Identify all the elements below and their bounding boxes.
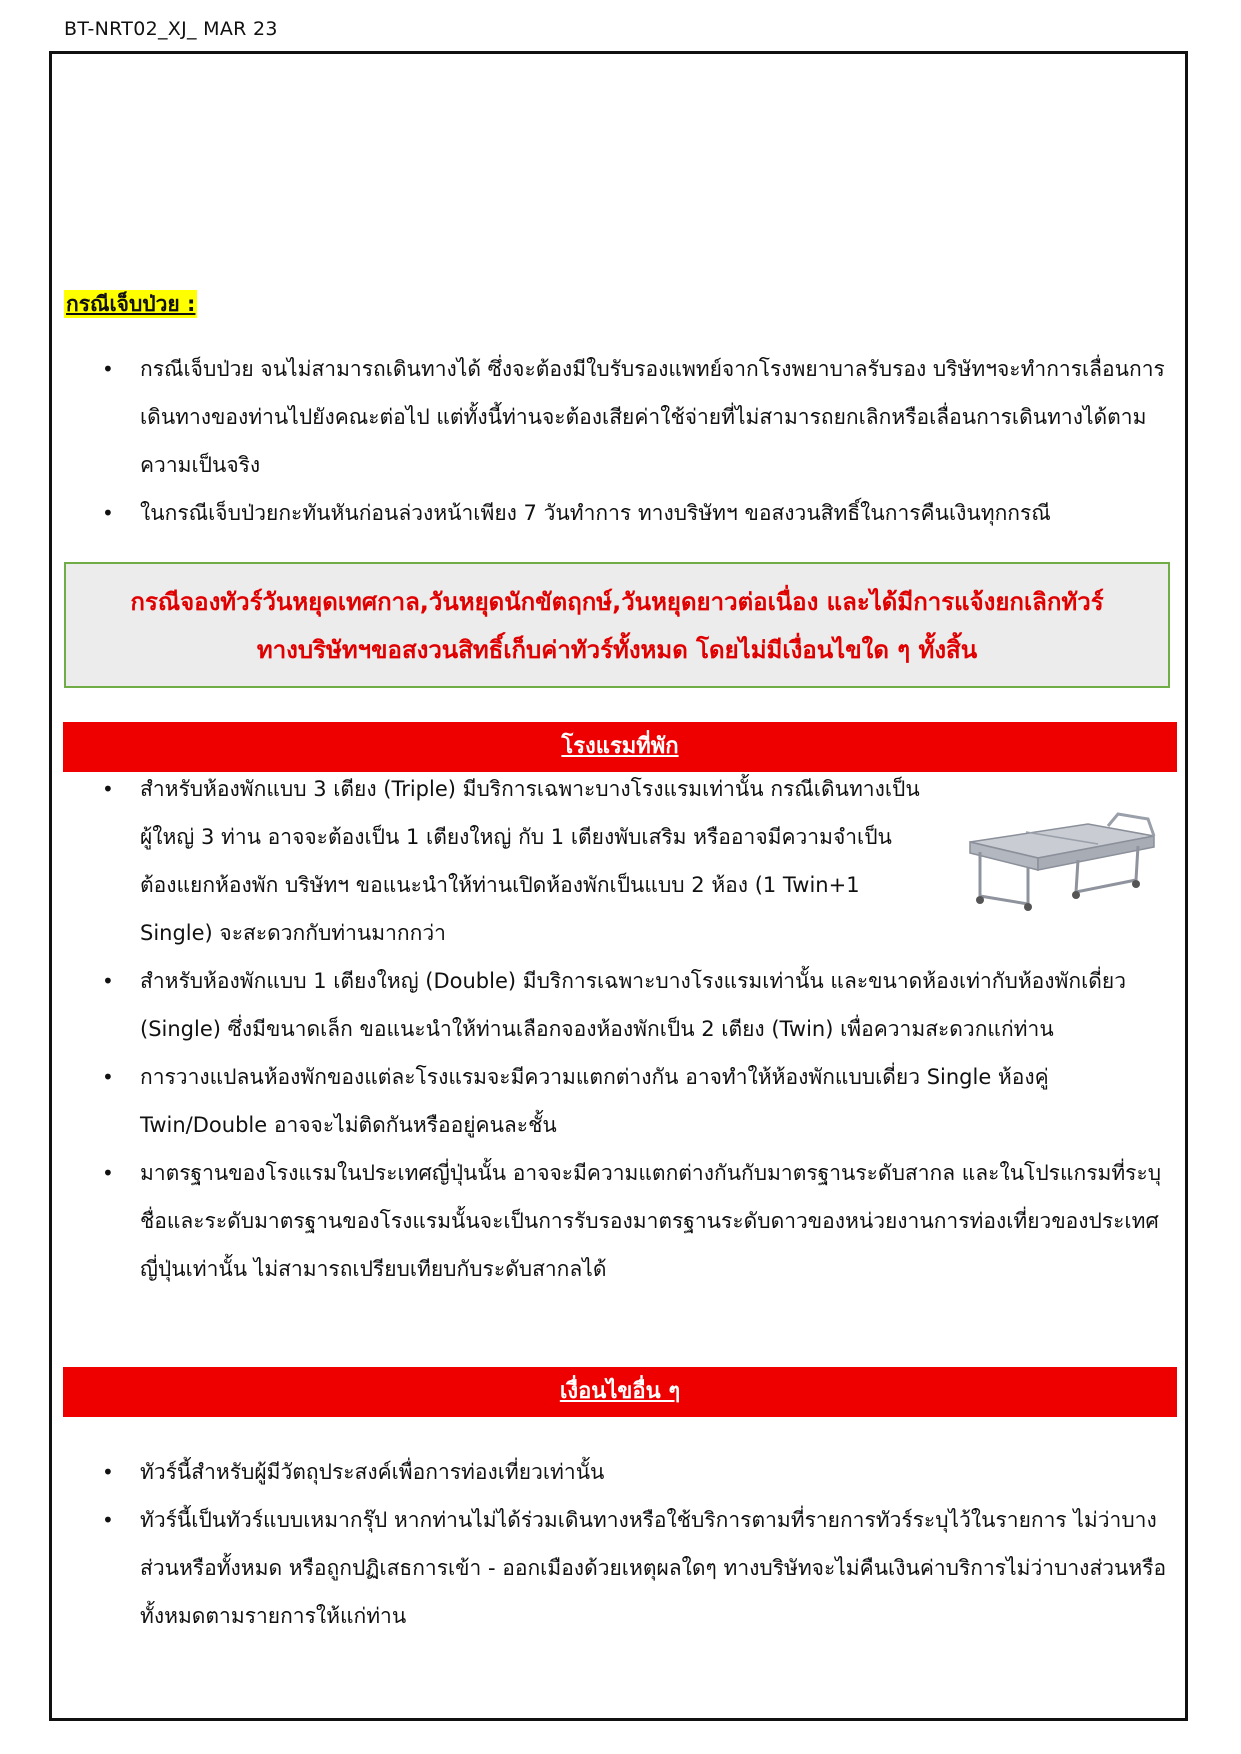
list-item: • สำหรับห้องพักแบบ 3 เตียง (Triple) มีบริการเฉพาะบางโรงแรมเท่านั้น กรณีเดินทางเป็นผู้ใหญ่ 3 ท่าน อาจจะต้องเป็น 1 เตียงใหญ่ กับ 1 เตียงพับเสริม หรืออาจมีความจำเป็นต้องแยกห้องพัก บริษัทฯ ขอแนะนำให้ท่านเปิดห้องพักเป็นแบบ 2 ห้อง (1 Twin+1 Single) จะสะดวกกับท่านมากกว่า (140, 765, 925, 957)
notice-line-1: กรณีจองทัวร์วันหยุดเทศกาล,วันหยุดนักขัตฤกษ์,วันหยุดยาวต่อเนื่อง และได้มีการแจ้งยกเลิกทัวร์ (130, 588, 1104, 616)
list-item: • การวางแปลนห้องพักของแต่ละโรงแรมจะมีความแตกต่างกัน อาจทำให้ห้องพักแบบเดี่ยว Single ห้องคู่ Twin/Double อาจจะไม่ติดกันหรืออยู่คนละชั้น (140, 1053, 1170, 1149)
other-section-title: เงื่อนไขอื่น ๆ (559, 1379, 681, 1404)
list-item: • ทัวร์นี้เป็นทัวร์แบบเหมากรุ๊ป หากท่านไม่ได้ร่วมเดินทางหรือใช้บริการตามที่รายการทัวร์ระบุไว้ในรายการ ไม่ว่าบางส่วนหรือทั้งหมด หรือถูกปฏิเสธการเข้า - ออกเมืองด้วยเหตุผลใดๆ ทางบริษัทจะไม่คืนเงินค่าบริการไม่ว่าบางส่วนหรือทั้งหมดตามรายการให้แก่ท่าน (140, 1496, 1170, 1640)
other-list (140, 1448, 1170, 1640)
list-item: • สำหรับห้องพักแบบ 1 เตียงใหญ่ (Double) มีบริการเฉพาะบางโรงแรมเท่านั้น และขนาดห้องเท่ากับห้องพักเดี่ยว (Single) ซึ่งมีขนาดเล็ก ขอแนะนำให้ท่านเลือกจองห้องพักเป็น 2 เตียง (Twin) เพื่อความสะดวกแก่ท่าน (140, 957, 1170, 1053)
list-item: • มาตรฐานของโรงแรมในประเทศญี่ปุ่นนั้น อาจจะมีความแตกต่างกันกับมาตรฐานระดับสากล และในโปรแกรมที่ระบุชื่อและระดับมาตรฐานของโรงแรมนั้นจะเป็นการรับรองมาตรฐานระดับดาวของหน่วยงานการท่องเที่ยวของประเทศญี่ปุ่นเท่านั้น ไม่สามารถเปรียบเทียบกับระดับสากลได้ (140, 1149, 1170, 1293)
list-item: • ในกรณีเจ็บป่วยกะทันหันก่อนล่วงหน้าเพียง 7 วันทำการ ทางบริษัทฯ ขอสงวนสิทธิ์ในการคืนเงินทุกกรณี (140, 489, 1170, 537)
bed-frame (970, 814, 1154, 911)
notice-line-2: ทางบริษัทฯขอสงวนสิทธิ์เก็บค่าทัวร์ทั้งหมด โดยไม่มีเงื่อนไขใด ๆ ทั้งสิ้น (256, 636, 978, 664)
illness-list (140, 345, 1170, 537)
document-code: BT-NRT02_XJ_ MAR 23 (64, 18, 278, 40)
list-item: • กรณีเจ็บป่วย จนไม่สามารถเดินทางได้ ซึ่งจะต้องมีใบรับรองแพทย์จากโรงพยาบาลรับรอง บริษัทฯจะทำการเลื่อนการเดินทางของท่านไปยังคณะต่อไป แต่ทั้งนี้ท่านจะต้องเสียค่าใช้จ่ายที่ไม่สามารถยกเลิกหรือเลื่อนการเดินทางได้ตามความเป็นจริง (140, 345, 1170, 489)
hotel-list-first (140, 765, 925, 957)
list-item: • ทัวร์นี้สำหรับผู้มีวัตถุประสงค์เพื่อการท่องเที่ยวเท่านั้น (140, 1448, 1170, 1496)
hotel-list-rest (140, 957, 1170, 1293)
other-section-header (63, 1367, 1177, 1417)
hotel-section-title: โรงแรมที่พัก (561, 734, 679, 759)
folding-bed-image (958, 800, 1158, 912)
cancellation-notice (64, 562, 1170, 688)
illness-heading: กรณีเจ็บป่วย : (66, 292, 196, 316)
